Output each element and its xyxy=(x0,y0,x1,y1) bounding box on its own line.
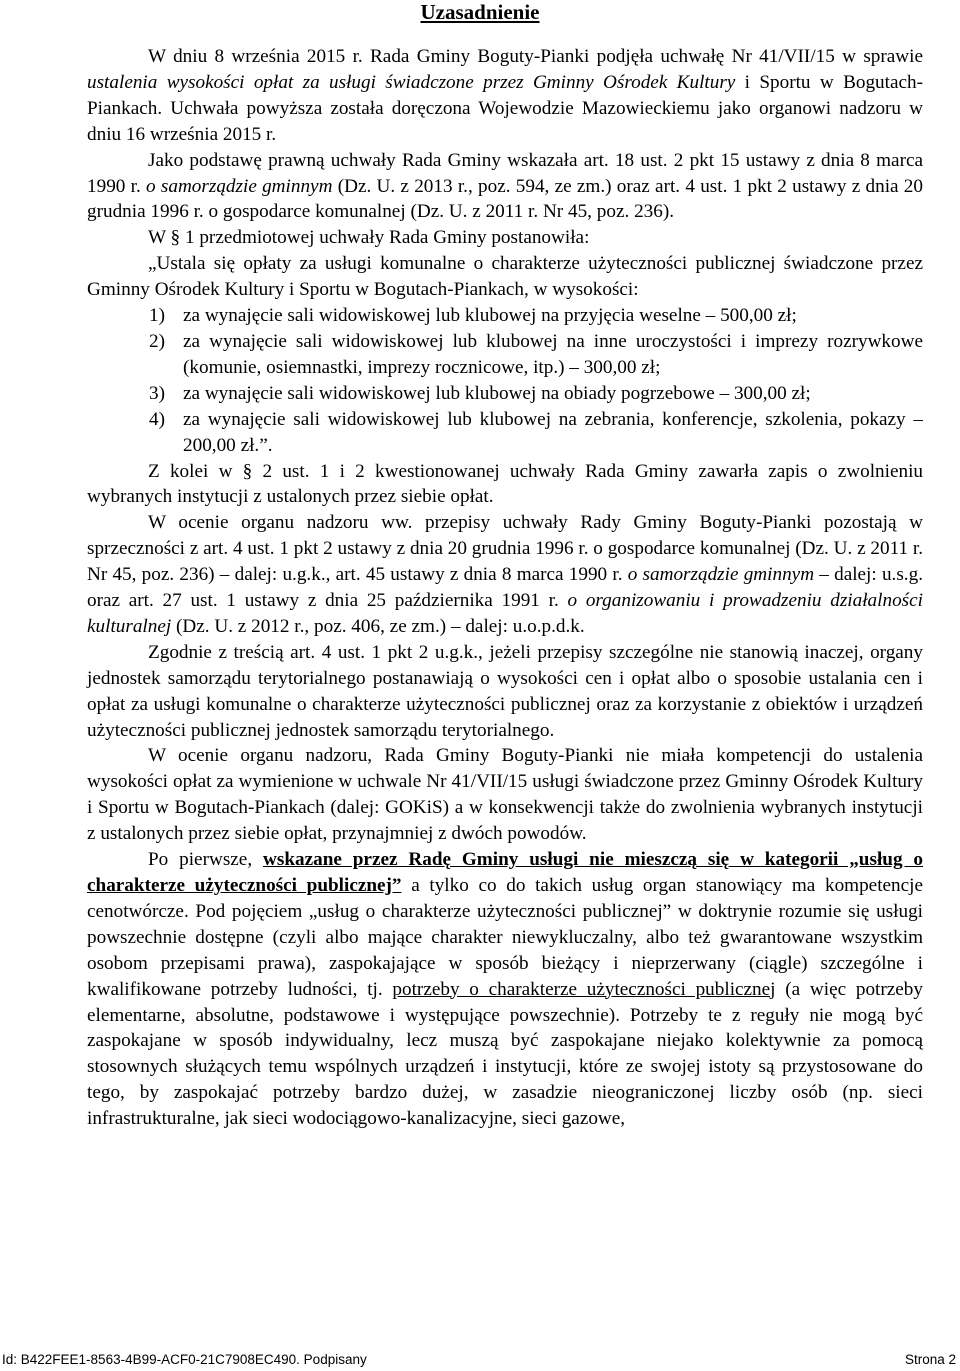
text-span: (a więc potrzeby elementarne, absolutne, podstawowe i występujące powszechnie). Potrzeby te z reguły nie mogą być zaspokajane w sposób indywidualny, lecz muszą być zaspokajane niejako kolektywnie za pomocą stosownych służących temu wspólnych urządzeń i instytucji, które ze swojej istoty są przystosowane do tego, by zaspokajać potrzeby bardzo dużej, w zasadzie nieograniczonej liczby osób (np. sieci infrastrukturalne, jak sieci wodociągowo-kanalizacyjne, sieci gazowe, xyxy=(87,978,923,1130)
fees-list xyxy=(87,303,923,458)
underlined-phrase: potrzeby o charakterze użyteczności publicznej xyxy=(392,978,776,1000)
document-id: Id: B422FEE1-8563-4B99-ACF0-21C7908EC490. Podpisany xyxy=(2,1352,367,1367)
list-number: 3) xyxy=(149,382,165,404)
paragraph-6 xyxy=(87,510,923,640)
text-span: W ocenie organu nadzoru ww. przepisy uchwały Rady Gminy Boguty-Pianki pozostają w sprzeczności z art. 4 ust. 1 pkt 2 ustawy z dnia 20 grudnia 1996 r. o gospodarce komunalnej (Dz. U. z 2011 r. Nr 45, poz. 236) – dalej: u.g.k., art. 45 ustawy z dnia 8 marca 1990 r. xyxy=(87,512,923,586)
paragraph-9 xyxy=(87,847,923,1132)
bold-underlined-thesis: wskazane przez Radę Gminy usługi nie mieszczą się w kategorii „usług o charakterze użyteczności publicznej” xyxy=(87,849,924,896)
paragraph-8: W ocenie organu nadzoru, Rada Gminy Boguty-Pianki nie miała kompetencji do ustalenia wysokości opłat za wymienione w uchwale Nr 41/VII/15 usługi świadczone przez Gminny Ośrodek Kultury i Sportu w Bogutach-Piankach (dalej: GOKiS) a w konsekwencji także do zwolnienia wybranych instytucji z ustalonych przez siebie opłat, przynajmniej z dwóch powodów. xyxy=(87,745,923,845)
text-span: a tylko co do takich usług organ stanowiący ma kompetencje cenotwórcze. Pod pojęciem „usług o charakterze użyteczności publicznej” w doktrynie rozumie się usługi powszechnie dostępne (czyli albo mające charakter niewykluczalny, albo też gwarantowane wszystkim osobom przepisami prawa), zaspokajające w sposób bieżący i nieprzerwany (ciągle) szczególne i kwalifikowane potrzeby ludności, tj. xyxy=(87,875,924,1000)
paragraph-4-quote: „Ustala się opłaty za usługi komunalne o charakterze użyteczności publicznej świadczone przez Gminny Ośrodek Kultury i Sportu w Bogutach-Piankach, w wysokości: xyxy=(87,253,923,301)
list-item xyxy=(149,381,923,407)
list-text: za wynajęcie sali widowiskowej lub klubowej na zebrania, konferencje, szkolenia, pokazy – 200,00 zł.”. xyxy=(183,408,923,456)
list-item xyxy=(149,407,923,459)
page-title: Uzasadnienie xyxy=(420,0,540,24)
list-item xyxy=(149,303,923,329)
paragraph-5: Z kolei w § 2 ust. 1 i 2 kwestionowanej uchwały Rada Gminy zawarła zapis o zwolnieniu wybranych instytucji z ustalonych przez siebie opłat. xyxy=(87,460,923,508)
list-item xyxy=(149,329,923,381)
text-span: – dalej: u.s.g. oraz art. 27 ust. 1 ustawy z dnia 25 października 1991 r. xyxy=(87,564,923,612)
list-text: za wynajęcie sali widowiskowej lub klubowej na inne uroczystości i imprezy rozrywkowe (komunie, osiemnastki, imprezy rocznicowe, itp.) – 300,00 zł; xyxy=(183,330,923,378)
italic-act-title: o organizowaniu i prowadzeniu działalności kulturalnej xyxy=(87,590,923,637)
text-span: i Sportu w Bogutach-Piankach. Uchwała powyższa została doręczona Wojewodzie Mazowieckiemu jako organowi nadzoru w dniu 16 września 2015 r. xyxy=(87,71,923,145)
italic-title: ustalenia wysokości opłat za usługi świadczone przez Gminny Ośrodek Kultury xyxy=(87,71,736,93)
list-text: za wynajęcie sali widowiskowej lub klubowej na przyjęcia weselne – 500,00 zł; xyxy=(183,305,797,327)
paragraph-7: Zgodnie z treścią art. 4 ust. 1 pkt 2 u.g.k., jeżeli przepisy szczególne nie stanowią inaczej, organy jednostek samorządu terytorialnego postanawiają o wysokości cen i opłat albo o sposobie ustalania cen i opłat za usługi komunalne o charakterze użyteczności publicznej oraz za korzystanie z obiektów i urządzeń użyteczności publicznej jednostek samorządu terytorialnego. xyxy=(87,641,923,741)
italic-act-title: o samorządzie gminnym xyxy=(627,564,815,586)
text-span: W dniu 8 września 2015 r. Rada Gminy Boguty-Pianki podjęła uchwałę Nr 41/VII/15 w sprawie xyxy=(148,46,923,67)
document-body xyxy=(87,44,923,1132)
page-number: Strona 2 xyxy=(904,1352,956,1367)
list-number: 2) xyxy=(149,330,165,352)
italic-act-title: o samorządzie gminnym xyxy=(146,175,333,197)
text-span: (Dz. U. z 2013 r., poz. 594, ze zm.) oraz art. 4 ust. 1 pkt 2 ustawy z dnia 20 grudnia 1996 r. o gospodarce komunalnej (Dz. U. z 2011 r. Nr 45, poz. 236). xyxy=(87,175,923,223)
text-span: (Dz. U. z 2012 r., poz. 406, ze zm.) – dalej: u.o.p.d.k. xyxy=(171,615,585,637)
paragraph-2 xyxy=(87,148,923,226)
paragraph-1 xyxy=(87,44,923,148)
list-number: 1) xyxy=(149,305,165,327)
text-span: Jako podstawę prawną uchwały Rada Gminy wskazała art. 18 ust. 2 pkt 15 ustawy z dnia 8 marca 1990 r. xyxy=(87,149,923,197)
text-span: Po pierwsze, xyxy=(148,849,263,871)
list-text: za wynajęcie sali widowiskowej lub klubowej na obiady pogrzebowe – 300,00 zł; xyxy=(183,382,811,404)
page-footer xyxy=(0,1351,960,1369)
list-number: 4) xyxy=(149,408,165,430)
paragraph-3: W § 1 przedmiotowej uchwały Rada Gminy postanowiła: xyxy=(148,227,590,249)
